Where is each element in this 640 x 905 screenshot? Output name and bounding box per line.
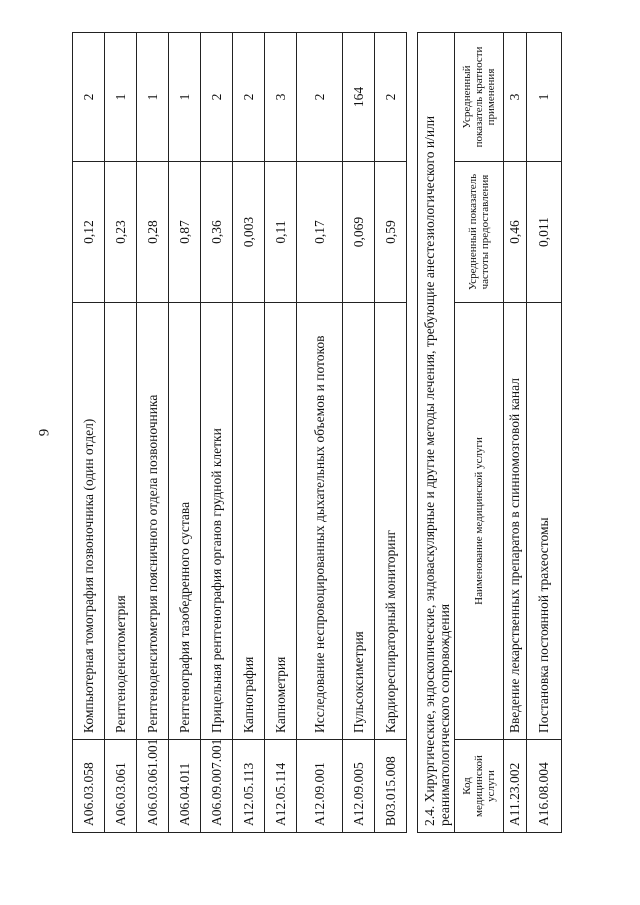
frequency-cell: 0,011	[527, 162, 562, 303]
table-row	[233, 33, 265, 833]
name-cell: Исследование неспровоцированных дыхательных объемов и потоков	[297, 303, 343, 740]
multiplicity-cell: 1	[169, 33, 201, 162]
code-cell: A12.05.113	[233, 740, 265, 833]
multiplicity-cell: 3	[265, 33, 297, 162]
name-cell: Прицельная рентгенография органов грудной клетки	[201, 303, 233, 740]
multiplicity-cell: 2	[73, 33, 105, 162]
code-cell: B03.015.008	[375, 740, 407, 833]
multiplicity-cell: 1	[105, 33, 137, 162]
multiplicity-cell: 2	[375, 33, 407, 162]
header-multiplicity: Усредненный показатель кратности применения	[455, 32, 504, 161]
code-cell: A06.04.011	[169, 740, 201, 833]
code-cell: A16.08.004	[527, 740, 562, 833]
table-row	[343, 33, 375, 833]
page-number: 9	[36, 428, 53, 437]
code-cell: A12.09.001	[297, 740, 343, 833]
table-row	[375, 33, 407, 833]
multiplicity-cell: 1	[527, 32, 562, 161]
code-cell: A06.03.061.001	[137, 740, 169, 833]
frequency-cell: 0,23	[105, 162, 137, 303]
name-cell: Капнография	[233, 303, 265, 740]
name-cell: Капнометрия	[265, 303, 297, 740]
multiplicity-cell: 2	[201, 33, 233, 162]
multiplicity-cell: 1	[137, 33, 169, 162]
table-row	[73, 33, 105, 833]
multiplicity-cell: 164	[343, 33, 375, 162]
table-row	[137, 33, 169, 833]
frequency-cell: 0,17	[297, 162, 343, 303]
table-row	[527, 32, 562, 832]
name-cell: Рентгеноденситометрия	[105, 303, 137, 740]
code-cell: A06.09.007.001	[201, 740, 233, 833]
header-name: Наименование медицинской услуги	[455, 303, 504, 740]
multiplicity-cell: 2	[233, 33, 265, 162]
frequency-cell: 0,46	[504, 162, 527, 303]
multiplicity-cell: 2	[297, 33, 343, 162]
section-title: 2.4. Хирургические, эндоскопические, эндоваскулярные и другие методы лечения, требующие анестезиологического и/или реаниматологического сопровождения	[418, 32, 455, 832]
frequency-cell: 0,36	[201, 162, 233, 303]
services-table-continued	[72, 32, 407, 833]
frequency-cell: 0,003	[233, 162, 265, 303]
frequency-cell: 0,87	[169, 162, 201, 303]
code-cell: A06.03.058	[73, 740, 105, 833]
frequency-cell: 0,59	[375, 162, 407, 303]
name-cell: Кардиореспираторный мониторинг	[375, 303, 407, 740]
frequency-cell: 0,11	[265, 162, 297, 303]
section-2-4-table	[417, 32, 562, 833]
table-row	[297, 33, 343, 833]
code-cell: A11.23.002	[504, 740, 527, 833]
name-cell: Рентгенография тазобедренного сустава	[169, 303, 201, 740]
table-row	[169, 33, 201, 833]
name-cell: Компьютерная томография позвоночника (один отдел)	[73, 303, 105, 740]
header-code: Код медицинской услуги	[455, 740, 504, 833]
table-row	[201, 33, 233, 833]
rotated-page-content	[72, 33, 617, 833]
table-row	[504, 32, 527, 832]
name-cell: Постановка постоянной трахеостомы	[527, 303, 562, 740]
name-cell: Введение лекарственных препаратов в спинномозговой канал	[504, 303, 527, 740]
frequency-cell: 0,069	[343, 162, 375, 303]
code-cell: A12.05.114	[265, 740, 297, 833]
code-cell: A12.09.005	[343, 740, 375, 833]
header-frequency: Усредненный показатель частоты предоставления	[455, 162, 504, 303]
table-row	[265, 33, 297, 833]
frequency-cell: 0,28	[137, 162, 169, 303]
code-cell: A06.03.061	[105, 740, 137, 833]
frequency-cell: 0,12	[73, 162, 105, 303]
name-cell: Рентгеноденситометрия поясничного отдела позвоночника	[137, 303, 169, 740]
multiplicity-cell: 3	[504, 32, 527, 161]
name-cell: Пульсоксиметрия	[343, 303, 375, 740]
table-row	[105, 33, 137, 833]
